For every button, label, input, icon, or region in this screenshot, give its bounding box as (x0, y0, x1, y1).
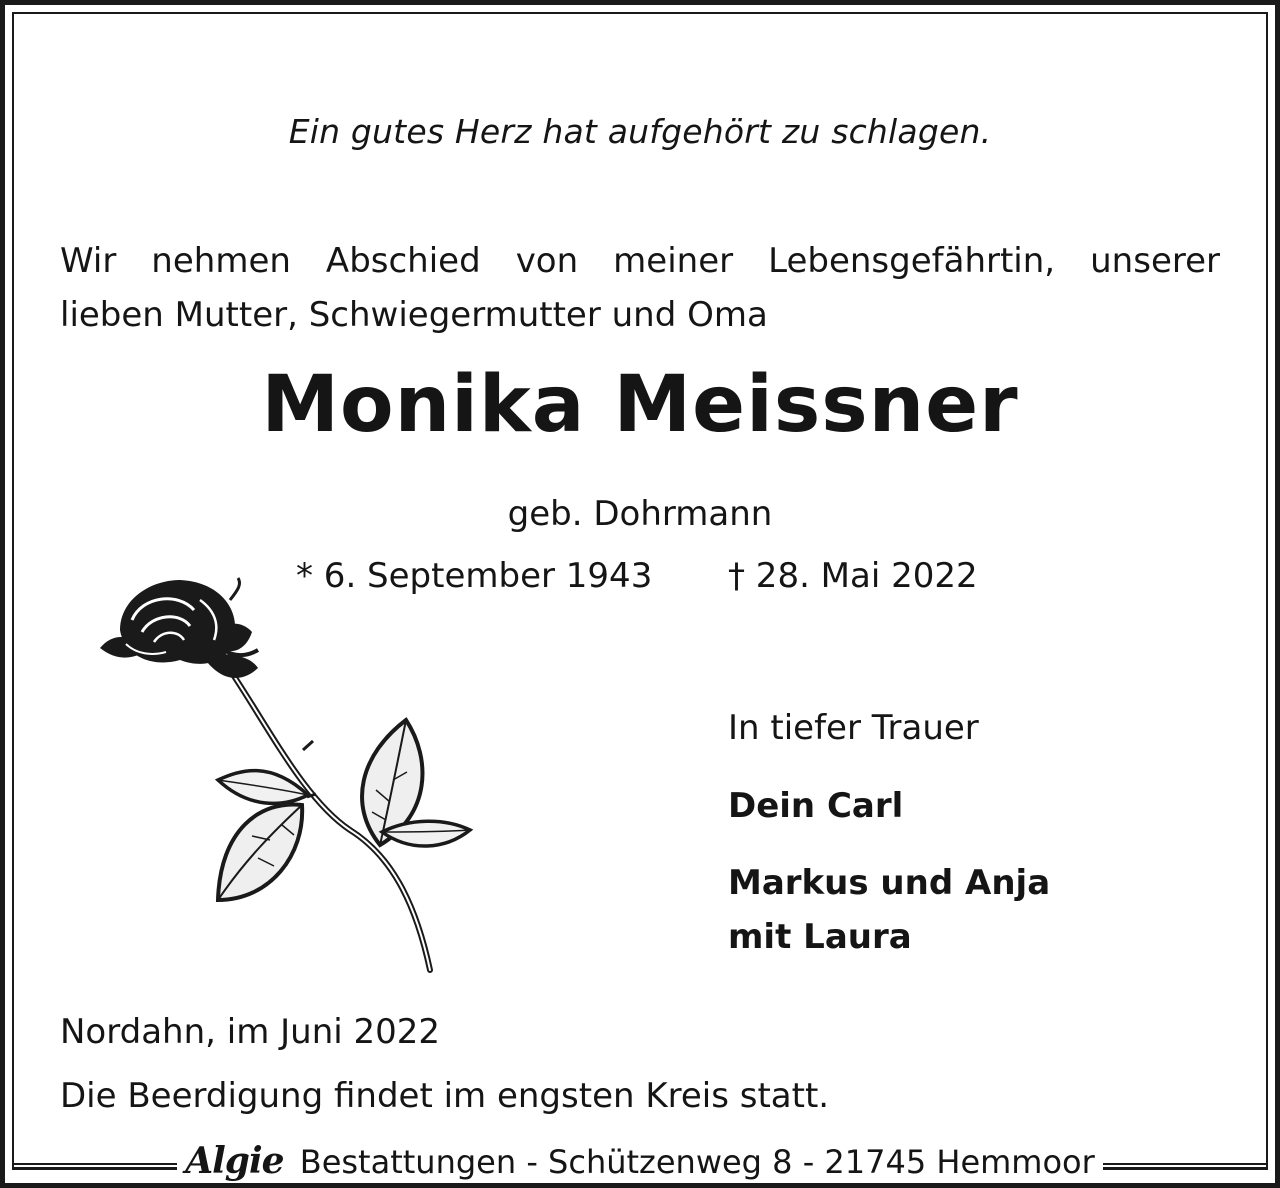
place-date: Nordahn, im Juni 2022 (60, 1012, 441, 1052)
intro-line-2: lieben Mutter, Schwiegermutter und Oma (60, 295, 768, 335)
birth-date: * 6. September 1943 (296, 556, 653, 596)
funeral-home-info (177, 1140, 1103, 1182)
footer (0, 1140, 1280, 1182)
death-date: † 28. Mai 2022 (728, 556, 978, 596)
mourner-family-line-1: Markus und Anja (728, 863, 1051, 903)
mourner-partner: Dein Carl (728, 786, 904, 826)
funeral-note: Die Beerdigung findet im engsten Kreis statt. (60, 1076, 830, 1116)
intro-line-1: Wir nehmen Abschied von meiner Lebensgefährtin, unserer (60, 241, 1220, 281)
deceased-name: Monika Meissner (261, 360, 1019, 450)
rose-icon (90, 560, 490, 980)
maiden-name: geb. Dohrmann (507, 494, 773, 534)
funeral-home-brand: Algie (185, 1140, 284, 1182)
motto: Ein gutes Herz hat aufgehört zu schlagen. (288, 112, 992, 151)
mourning-heading: In tiefer Trauer (728, 708, 979, 748)
funeral-home-address: Bestattungen - Schützenweg 8 - 21745 Hemmoor (299, 1143, 1095, 1181)
mourner-family (728, 856, 1050, 964)
intro-text (60, 234, 1220, 342)
mourner-family-line-2: mit Laura (728, 917, 912, 957)
